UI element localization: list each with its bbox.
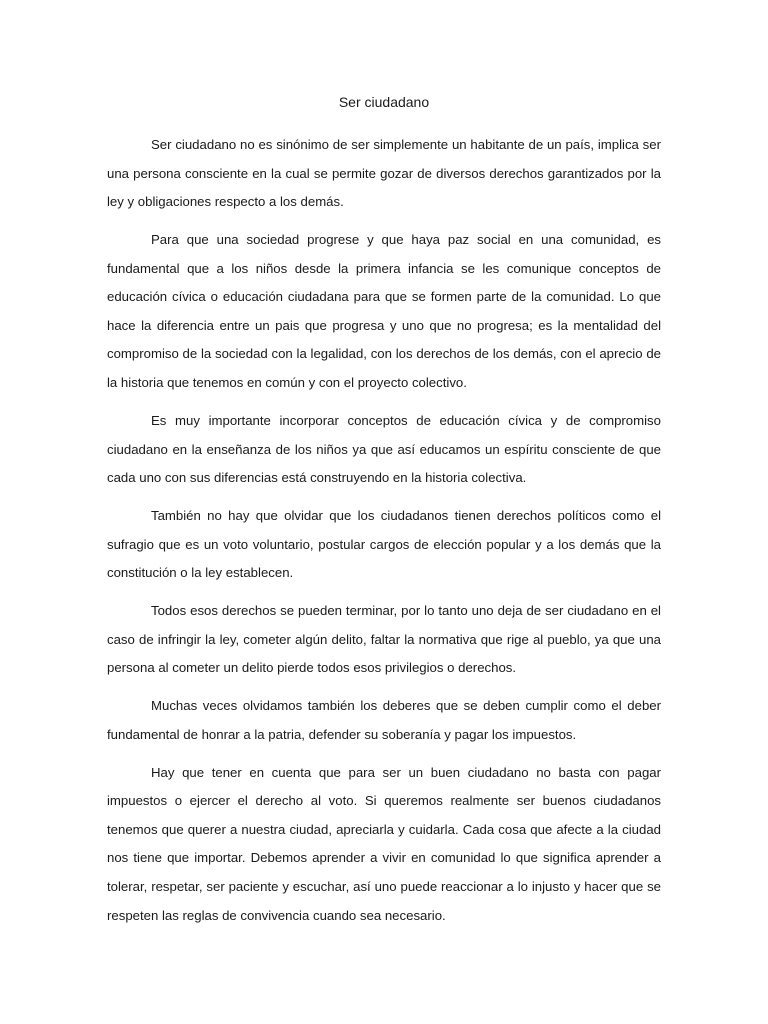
paragraph-5: Todos esos derechos se pueden terminar, por lo tanto uno deja de ser ciudadano en el caso de infringir la ley, cometer algún delito, faltar la normativa que rige al pueblo, ya que una persona al cometer un delito pierde todos esos privilegios o derechos. xyxy=(107,603,661,676)
paragraph-4: También no hay que olvidar que los ciudadanos tienen derechos políticos como el sufragio que es un voto voluntario, postular cargos de elección popular y a los demás que la constitución o la ley establecen. xyxy=(107,508,661,581)
paragraph-6: Muchas veces olvidamos también los deberes que se deben cumplir como el deber fundamental de honrar a la patria, defender su soberanía y pagar los impuestos. xyxy=(107,698,661,742)
paragraph-7: Hay que tener en cuenta que para ser un buen ciudadano no basta con pagar impuestos o ejercer el derecho al voto. Si queremos realmente ser buenos ciudadanos tenemos que querer a nuestra ciudad, apreciarla y cuidarla. Cada cosa que afecte a la ciudad nos tiene que importar. Debemos aprender a vivir en comunidad lo que significa aprender a tolerar, respetar, ser paciente y escuchar, así uno puede reaccionar a lo injusto y hacer que se respeten las reglas de convivencia cuando sea necesario. xyxy=(107,764,661,923)
paragraph-3: Es muy importante incorporar conceptos de educación cívica y de compromiso ciudadano en la enseñanza de los niños ya que así educamos un espíritu consciente de que cada uno con sus diferencias está construyendo en la historia colectiva. xyxy=(107,412,661,486)
paragraph-2: Para que una sociedad progrese y que haya paz social en una comunidad, es fundamental que a los niños desde la primera infancia se les comunique conceptos de educación cívica o educación ciudadana para que se formen parte de la comunidad. Lo que hace la diferencia entre un pais que progresa y uno que no progresa; es la mentalidad del compromiso de la sociedad con la legalidad, con los derechos de los demás, con el aprecio de la historia que tenemos en común y con el proyecto colectivo. xyxy=(107,232,661,391)
paragraph-1: Ser ciudadano no es sinónimo de ser simplemente un habitante de un país, implica ser una persona consciente en la cual se permite gozar de diversos derechos garantizados por la ley y obligaciones respecto a los demás. xyxy=(107,137,661,210)
document-body xyxy=(107,131,661,940)
document-title: Ser ciudadano xyxy=(338,94,430,110)
